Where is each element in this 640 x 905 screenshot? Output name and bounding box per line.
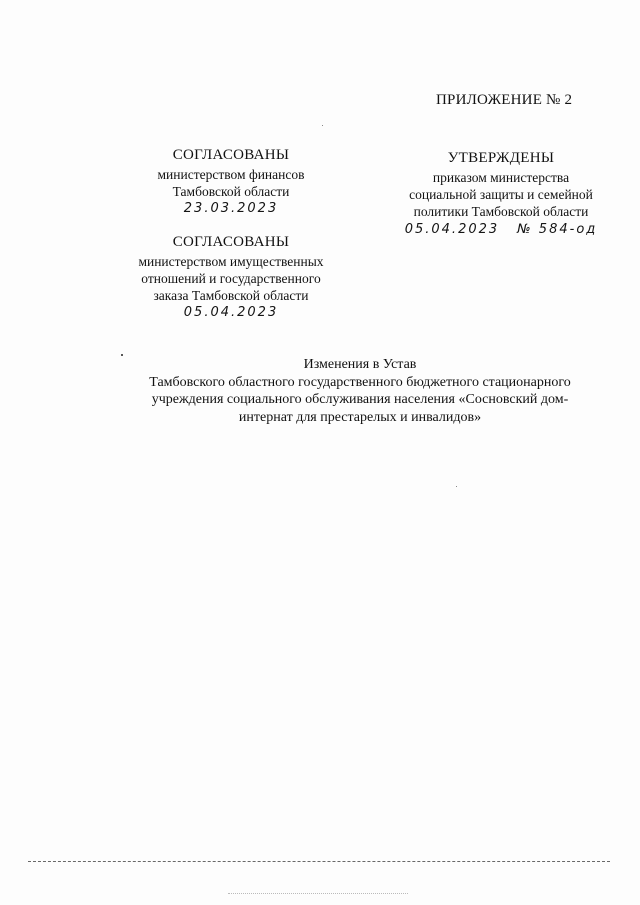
agreed-property-line: отношений и государственного [141,271,321,286]
approved-order-number: № 584-од [517,222,598,237]
approved-signature-row [390,221,612,238]
agreed-finance-block [120,147,342,217]
approved-heading: УТВЕРЖДЕНЫ [447,150,555,166]
agreed-property-line: заказа Тамбовской области [153,288,309,303]
agreed-property-date: 05.04.2023 [183,305,279,320]
scan-dot [121,354,123,356]
approved-block [390,150,612,238]
scan-bottom-artifact [228,893,408,897]
scan-speck [322,125,323,126]
document-title [128,356,592,426]
agreed-property-line: министерством имущественных [138,254,324,269]
title-line: интернат для престарелых и инвалидов» [238,409,482,425]
title-line: Изменения в Устав [303,357,417,372]
agreed-property-block [120,234,342,321]
agreed-property-heading: СОГЛАСОВАНЫ [172,234,290,250]
appendix-label: ПРИЛОЖЕНИЕ № 2 [436,92,573,108]
approved-line: приказом министерства [432,170,570,185]
agreed-finance-line: Тамбовской области [172,184,290,199]
agreed-finance-heading: СОГЛАСОВАНЫ [172,147,290,163]
agreed-finance-date: 23.03.2023 [183,201,279,216]
title-line: учреждения социального обслуживания населения «Сосновский дом- [151,392,569,407]
scan-edge-line [28,861,610,862]
approved-line: политики Тамбовской области [413,204,589,219]
approved-line: социальной защиты и семейной [409,187,593,202]
agreed-finance-line: министерством финансов [157,167,305,182]
scan-speck [456,486,457,487]
approved-date: 05.04.2023 [404,222,500,237]
title-line: Тамбовского областного государственного бюджетного стационарного [149,374,571,390]
